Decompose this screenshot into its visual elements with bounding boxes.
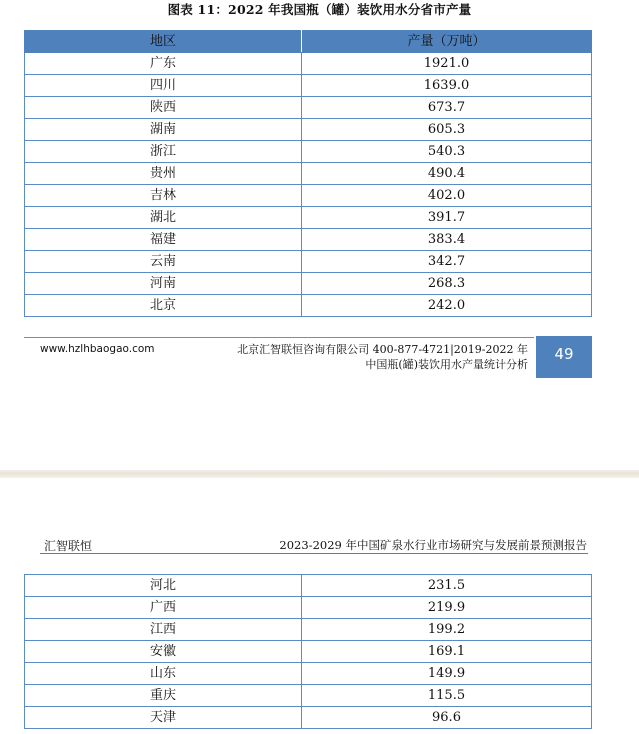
footer-company-line: 北京汇智联恒咨询有限公司 400-877-4721|2019-2022 年 [237,343,528,356]
region-cell: 广东 [25,53,302,75]
table-header-row [25,31,592,53]
region-cell: 贵州 [25,163,302,185]
output-cell: 402.0 [302,185,592,207]
output-cell: 342.7 [302,251,592,273]
header-brand: 汇智联恒 [44,539,93,553]
column-header-output: 产量（万吨） [302,31,592,53]
output-cell: 490.4 [302,163,592,185]
page-separator [0,470,639,478]
table-row [25,229,592,251]
table-row [25,97,592,119]
output-cell: 391.7 [302,207,592,229]
region-cell: 浙江 [25,141,302,163]
footer-divider [24,337,534,338]
region-cell: 云南 [25,251,302,273]
output-cell: 540.3 [302,141,592,163]
table-row [25,575,592,597]
region-cell: 四川 [25,75,302,97]
production-table-part-1 [24,30,592,317]
table-row [25,273,592,295]
table-row [25,663,592,685]
table-row [25,53,592,75]
output-cell: 219.9 [302,597,592,619]
table-row [25,141,592,163]
region-cell: 山东 [25,663,302,685]
region-cell: 吉林 [25,185,302,207]
header-report-title: 2023-2029 年中国矿泉水行业市场研究与发展前景预测报告 [279,538,587,552]
footer-report-title: 中国瓶(罐)装饮用水产量统计分析 [365,358,528,371]
footer-company-info [220,342,528,372]
output-cell: 605.3 [302,119,592,141]
output-cell: 115.5 [302,685,592,707]
region-cell: 河北 [25,575,302,597]
output-cell: 673.7 [302,97,592,119]
region-cell: 河南 [25,273,302,295]
table-row [25,207,592,229]
output-cell: 149.9 [302,663,592,685]
table-row [25,619,592,641]
output-cell: 268.3 [302,273,592,295]
output-cell: 199.2 [302,619,592,641]
figure-title: 图表 11：2022 年我国瓶（罐）装饮用水分省市产量 [167,2,472,17]
region-cell: 湖北 [25,207,302,229]
output-cell: 96.6 [302,707,592,729]
output-cell: 1639.0 [302,75,592,97]
output-cell: 231.5 [302,575,592,597]
region-cell: 广西 [25,597,302,619]
region-cell: 重庆 [25,685,302,707]
output-cell: 383.4 [302,229,592,251]
table-row [25,685,592,707]
region-cell: 北京 [25,295,302,317]
column-header-region: 地区 [25,31,302,53]
region-cell: 福建 [25,229,302,251]
table-row [25,295,592,317]
output-cell: 169.1 [302,641,592,663]
region-cell: 湖南 [25,119,302,141]
production-table-part-2 [24,574,592,729]
output-cell: 1921.0 [302,53,592,75]
region-cell: 安徽 [25,641,302,663]
table-row [25,185,592,207]
output-cell: 242.0 [302,295,592,317]
header-divider [40,553,588,554]
table-row [25,597,592,619]
region-cell: 天津 [25,707,302,729]
table-row [25,251,592,273]
table-row [25,707,592,729]
region-cell: 陕西 [25,97,302,119]
table-row [25,163,592,185]
page-number-badge: 49 [536,336,592,378]
footer-website: www.hzlhbaogao.com [40,343,155,355]
table-row [25,75,592,97]
table-row [25,119,592,141]
table-row [25,641,592,663]
region-cell: 江西 [25,619,302,641]
